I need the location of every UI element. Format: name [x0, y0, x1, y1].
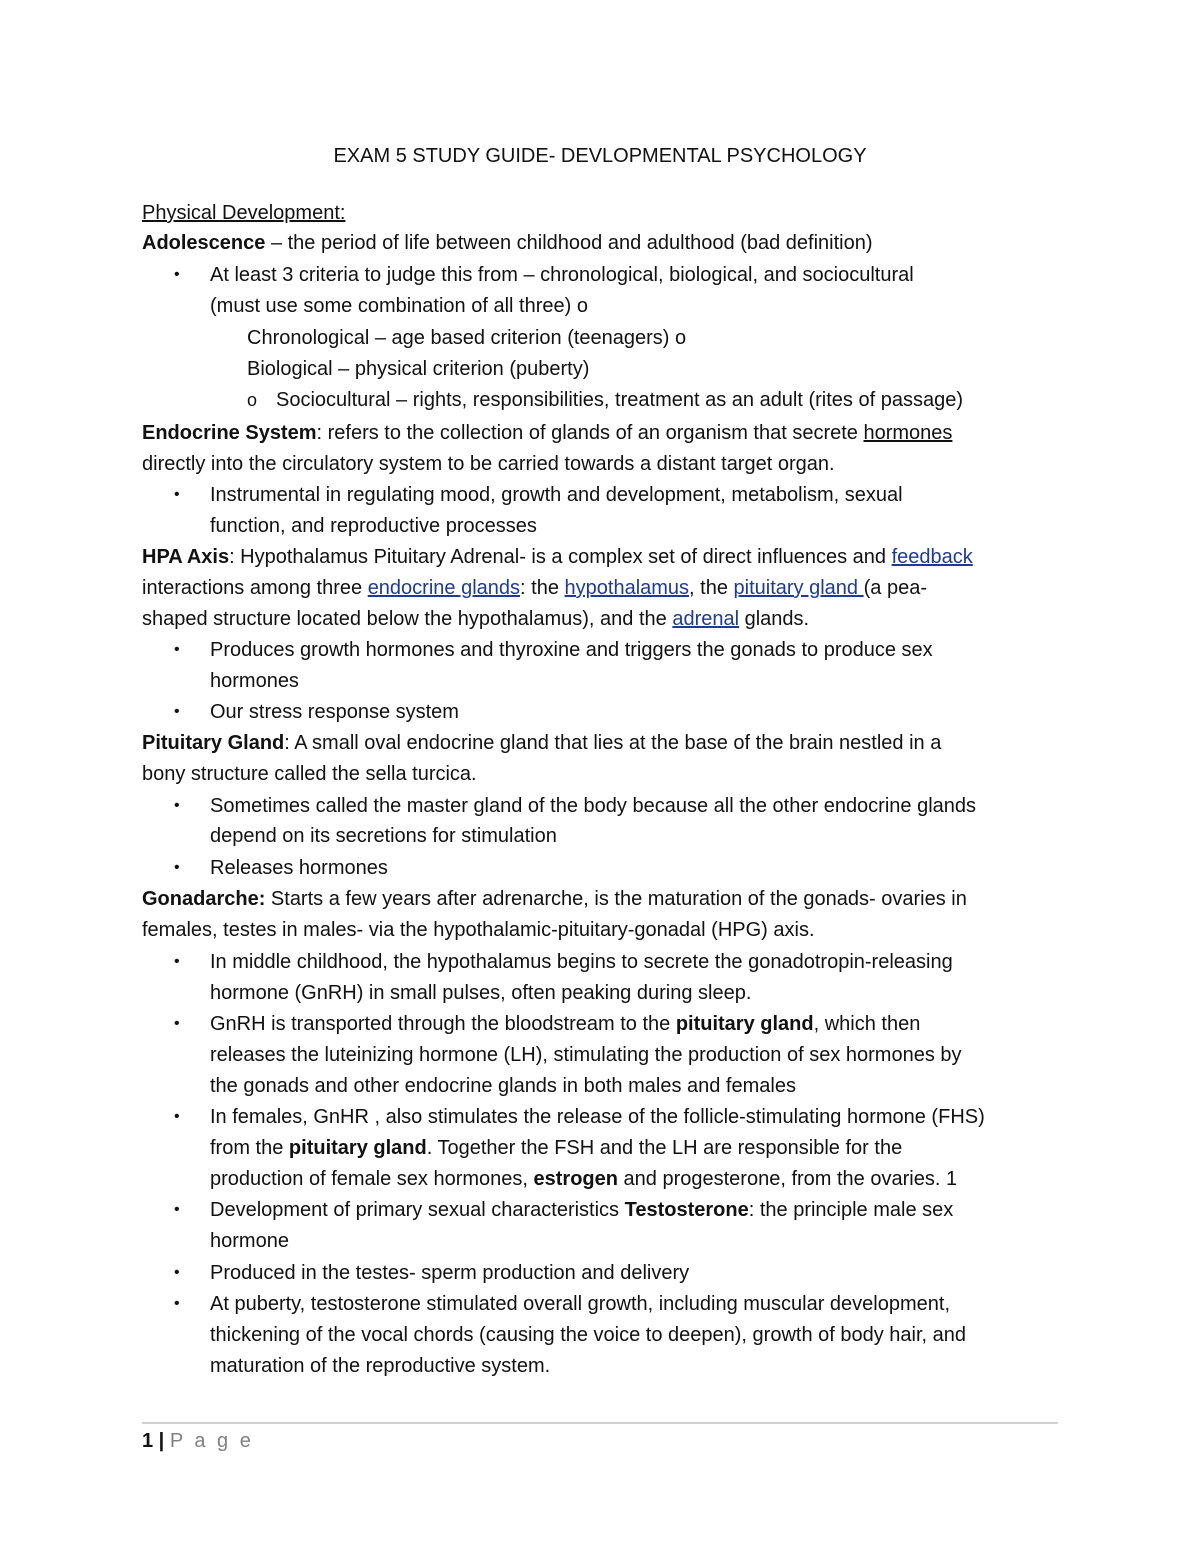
list-item: Releases hormones: [210, 857, 388, 879]
gonadarche-definition: Gonadarche: Starts a few years after adrenarche, is the maturation of the gonads- ovaries in: [142, 888, 967, 910]
list-item: GnRH is transported through the bloodstream to the pituitary gland, which then: [210, 1013, 921, 1035]
endocrine-glands-link[interactable]: endocrine glands: [367, 577, 521, 599]
pituitary-gland-link[interactable]: pituitary gland: [733, 577, 864, 599]
list-item-cont: releases the luteinizing hormone (LH), stimulating the production of sex hormones by: [210, 1044, 962, 1066]
list-item: In females, GnHR , also stimulates the release of the follicle-stimulating hormone (FHS): [210, 1106, 985, 1128]
sub-item: Chronological – age based criterion (teenagers) o: [247, 327, 687, 349]
definition-cont: directly into the circulatory system to be carried towards a distant target organ.: [142, 453, 835, 475]
list-item-cont: depend on its secretions for stimulation: [210, 825, 557, 847]
list-item: Development of primary sexual characteristics Testosterone: the principle male sex: [210, 1199, 954, 1221]
page-footer: 1 | P a g e: [142, 1430, 254, 1452]
adolescence-definition: Adolescence – the period of life between childhood and adulthood (bad definition): [142, 232, 873, 254]
page-number: 1: [142, 1430, 154, 1452]
list-item: At puberty, testosterone stimulated overall growth, including muscular development,: [210, 1293, 951, 1315]
bullet: •: [174, 703, 180, 720]
feedback-link[interactable]: feedback: [891, 546, 973, 568]
bullet: •: [174, 953, 180, 970]
list-item-cont: function, and reproductive processes: [210, 515, 537, 537]
term-hpa-axis: HPA Axis: [142, 546, 230, 568]
page-label: P a g e: [169, 1430, 254, 1452]
definition-cont: females, testes in males- via the hypothalamic-pituitary-gonadal (HPG) axis.: [142, 919, 815, 941]
hormones-link[interactable]: hormones: [863, 422, 953, 444]
list-item: Our stress response system: [210, 701, 459, 723]
list-item-cont: hormone: [210, 1230, 289, 1252]
bullet: •: [174, 1201, 180, 1218]
bullet: •: [174, 859, 180, 876]
adrenal-link[interactable]: adrenal: [672, 608, 740, 630]
term-endocrine-system: Endocrine System: [142, 422, 317, 444]
bullet: •: [174, 1108, 180, 1125]
sub-item: Sociocultural – rights, responsibilities, treatment as an adult (rites of passage): [276, 389, 964, 411]
document-title: EXAM 5 STUDY GUIDE- DEVLOPMENTAL PSYCHOLOGY: [333, 145, 867, 167]
list-item-cont: (must use some combination of all three) o: [210, 295, 588, 317]
bullet: •: [174, 797, 180, 814]
term-gonadarche: Gonadarche:: [142, 888, 266, 910]
footer-divider: [142, 1422, 1058, 1424]
bullet: •: [174, 1295, 180, 1312]
section-heading: Physical Development:: [142, 202, 346, 224]
term-adolescence: Adolescence: [142, 232, 266, 254]
list-item-cont: the gonads and other endocrine glands in both males and females: [210, 1075, 796, 1097]
list-item-cont: thickening of the vocal chords (causing the voice to deepen), growth of body hair, and: [210, 1324, 967, 1346]
bullet: •: [174, 1264, 180, 1281]
list-item: Sometimes called the master gland of the body because all the other endocrine glands: [210, 795, 977, 817]
term-pituitary-gland: Pituitary Gland: [142, 732, 285, 754]
pituitary-definition: Pituitary Gland: A small oval endocrine gland that lies at the base of the brain nestled in a: [142, 732, 942, 754]
sub-item: Biological – physical criterion (puberty): [247, 358, 590, 380]
list-item: Produced in the testes- sperm production and delivery: [210, 1262, 690, 1284]
list-item-cont: hormones: [210, 670, 299, 692]
list-item-cont: from the pituitary gland. Together the FSH and the LH are responsible for the: [210, 1137, 903, 1159]
list-item: At least 3 criteria to judge this from – chronological, biological, and sociocultural: [210, 264, 914, 286]
list-item-cont: hormone (GnRH) in small pulses, often peaking during sleep.: [210, 982, 752, 1004]
endocrine-definition: Endocrine System: refers to the collection of glands of an organism that secrete hormones: [142, 422, 953, 444]
bullet: •: [174, 641, 180, 658]
list-item: In middle childhood, the hypothalamus begins to secrete the gonadotropin-releasing: [210, 951, 953, 973]
bullet: •: [174, 486, 180, 503]
bullet: •: [174, 1015, 180, 1032]
bullet: •: [174, 266, 180, 283]
list-item-cont: maturation of the reproductive system.: [210, 1355, 551, 1377]
list-item: Instrumental in regulating mood, growth and development, metabolism, sexual: [210, 484, 903, 506]
hypothalamus-link[interactable]: hypothalamus: [564, 577, 690, 599]
list-item-cont: production of female sex hormones, estrogen and progesterone, from the ovaries. 1: [210, 1168, 958, 1190]
definition-cont: bony structure called the sella turcica.: [142, 763, 477, 785]
list-item: Produces growth hormones and thyroxine and triggers the gonads to produce sex: [210, 639, 933, 661]
hpa-definition: HPA Axis: Hypothalamus Pituitary Adrenal- is a complex set of direct influences and feedback: [142, 546, 973, 568]
definition-cont: interactions among three endocrine glands: the hypothalamus, the pituitary gland (a pea-: [142, 577, 927, 599]
definition-cont: shaped structure located below the hypothalamus), and the adrenal glands.: [142, 608, 810, 630]
sub-bullet: o: [247, 390, 258, 410]
